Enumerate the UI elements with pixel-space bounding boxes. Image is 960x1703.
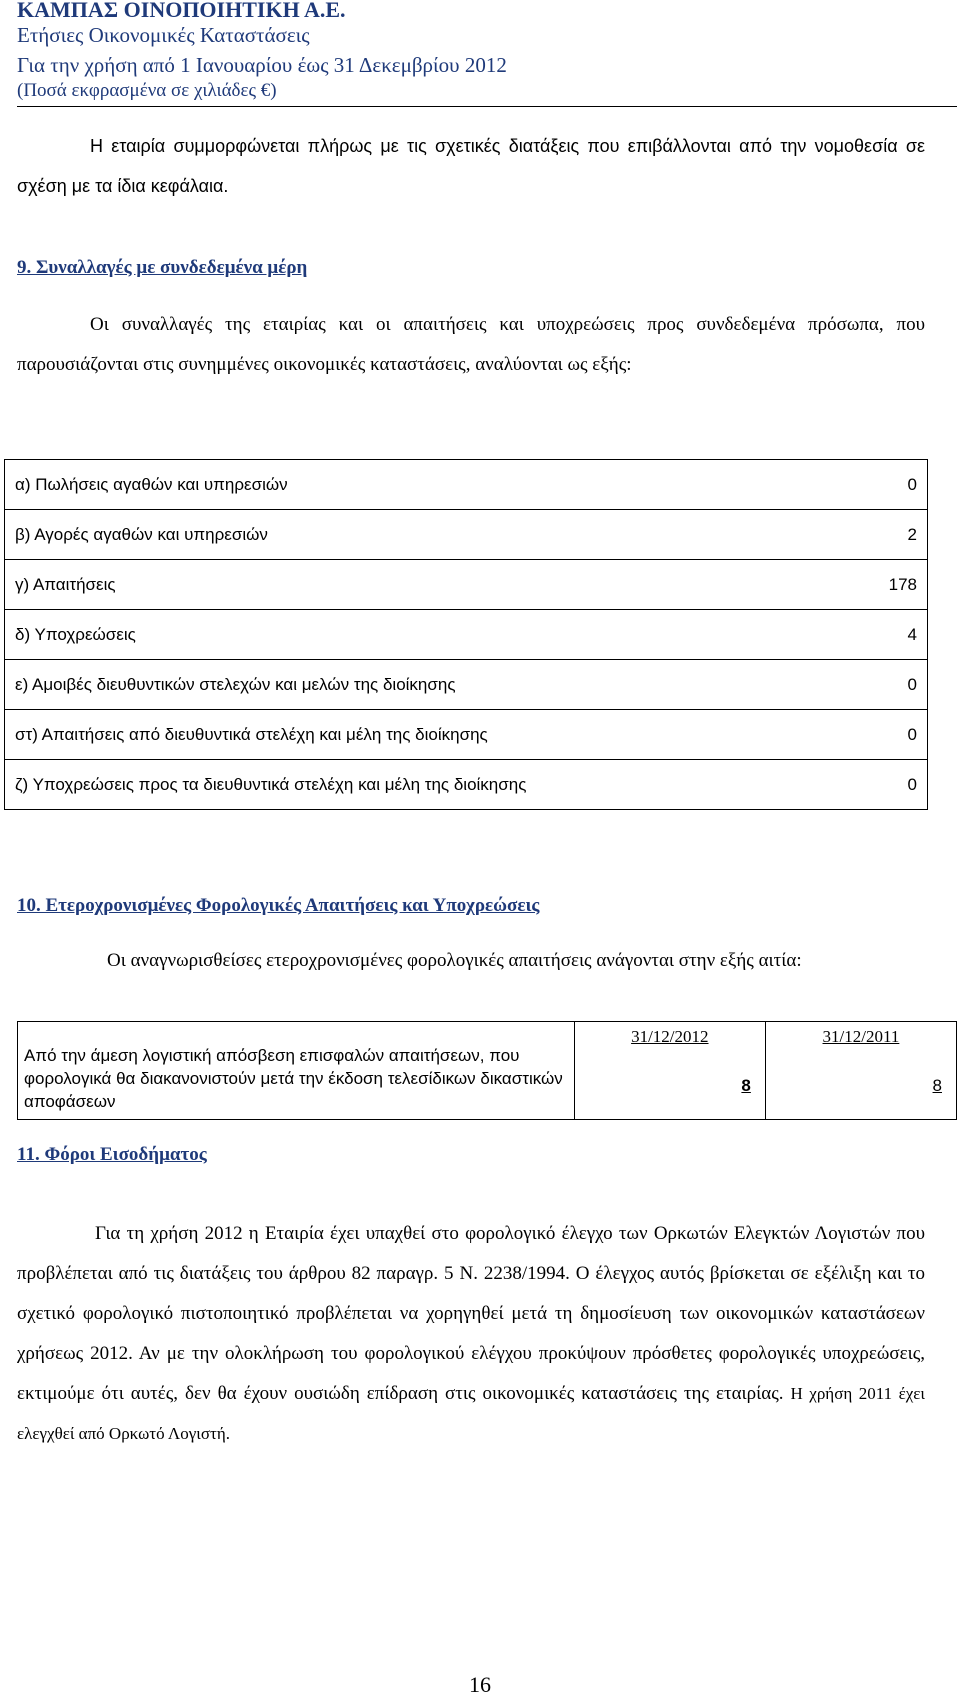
- section-11-text-main: Για τη χρήση 2012 η Εταιρία έχει υπαχθεί στο φορολογικό έλεγχο των Ορκωτών Ελεγκτών Λογιστών που προβλέπεται από τις διατάξεις του άρθρου 82 παραγρ. 5 Ν. 2238/1994. Ο έλεγχος αυτός βρίσκεται σε εξέλιξη και το σχετικό φορολογικό πιστοποιητικό προβλέπεται να χορηγηθεί μετά τη δημοσίευση των οικονομικών καταστάσεων χρήσεως 2012. Αν με την ολοκλήρωση του φορολογικού ελέγχου προκύψουν πρόσθετες φορολογικές υποχρεώσεις, εκτιμούμε ότι αυτές, δεν θα έχουν ουσιώδη επίδραση στις οικονομικές καταστάσεις της εταιρίας.: [17, 1223, 925, 1404]
- page-header: [17, 0, 957, 107]
- row-label: στ) Απαιτήσεις από διευθυντικά στελέχη και μέλη της διοίκησης: [5, 710, 848, 760]
- row-value: 178: [847, 560, 928, 610]
- value-2011: 8: [765, 1052, 956, 1119]
- section-9-text: Οι συναλλαγές της εταιρίας και οι απαιτήσεις και υποχρεώσεις προς συνδεδεμένα πρόσωπα, που παρουσιάζονται στις συνημμένες οικονομικές καταστάσεις, αναλύονται ως εξής:: [17, 314, 925, 375]
- reporting-period: Για την χρήση από 1 Ιανουαρίου έως 31 Δεκεμβρίου 2012: [17, 53, 507, 77]
- section-11-text-note: Η χρήση 2011 έχει ελεγχθεί από Ορκωτό Λογιστή.: [17, 1384, 926, 1443]
- table-row: [5, 710, 928, 760]
- section-10-text: Οι αναγνωρισθείσες ετεροχρονισμένες φορολογικές απαιτήσεις ανάγονται στην εξής αιτία:: [107, 950, 802, 971]
- table-header-row: [18, 1022, 957, 1053]
- table-row: [5, 610, 928, 660]
- table-row: [5, 660, 928, 710]
- row-value: 0: [847, 710, 928, 760]
- table-row: [5, 560, 928, 610]
- value-2012: 8: [574, 1052, 765, 1119]
- column-header-2012: 31/12/2012: [574, 1022, 765, 1053]
- row-label: ε) Αμοιβές διευθυντικών στελεχών και μελών της διοίκησης: [5, 660, 848, 710]
- row-label: α) Πωλήσεις αγαθών και υπηρεσιών: [5, 460, 848, 510]
- row-label: β) Αγορές αγαθών και υπηρεσιών: [5, 510, 848, 560]
- row-value: 0: [847, 760, 928, 810]
- row-value: 2: [847, 510, 928, 560]
- table-row: [5, 510, 928, 560]
- table-row: [5, 460, 928, 510]
- section-9-title: 9. Συναλλαγές με συνδεδεμένα μέρη: [17, 257, 308, 278]
- document-type: Ετήσιες Οικονομικές Καταστάσεις: [17, 23, 310, 47]
- column-header-2011: 31/12/2011: [765, 1022, 956, 1053]
- section-11-text: [17, 1214, 925, 1454]
- currency-units: (Ποσά εκφρασμένα σε χιλιάδες €): [17, 80, 277, 101]
- page-number: 16: [469, 1672, 491, 1697]
- row-label: Από την άμεση λογιστική απόσβεση επισφαλών απαιτήσεων, που φορολογικά θα διακανονιστούν μετά την έκδοση τελεσίδικων δικαστικών αποφάσεων: [18, 1022, 575, 1120]
- row-value: 4: [847, 610, 928, 660]
- row-value: 0: [847, 460, 928, 510]
- row-label: γ) Απαιτήσεις: [5, 560, 848, 610]
- deferred-tax-table: [17, 1021, 957, 1120]
- related-party-table: [4, 459, 928, 810]
- row-label: ζ) Υποχρεώσεις προς τα διευθυντικά στελέχη και μέλη της διοίκησης: [5, 760, 848, 810]
- section-10-title: 10. Ετεροχρονισμένες Φορολογικές Απαιτήσεις και Υποχρεώσεις: [17, 895, 540, 916]
- row-label: δ) Υποχρεώσεις: [5, 610, 848, 660]
- company-name: ΚΑΜΠΑΣ ΟΙΝΟΠΟΙΗΤΙΚΗ Α.Ε.: [17, 0, 346, 22]
- row-value: 0: [847, 660, 928, 710]
- section-11-title: 11. Φόροι Εισοδήματος: [17, 1144, 207, 1165]
- table-row: [5, 760, 928, 810]
- intro-paragraph: Η εταιρία συμμορφώνεται πλήρως με τις σχετικές διατάξεις που επιβάλλονται από την νομοθεσία σε σχέση με τα ίδια κεφάλαια.: [17, 136, 925, 196]
